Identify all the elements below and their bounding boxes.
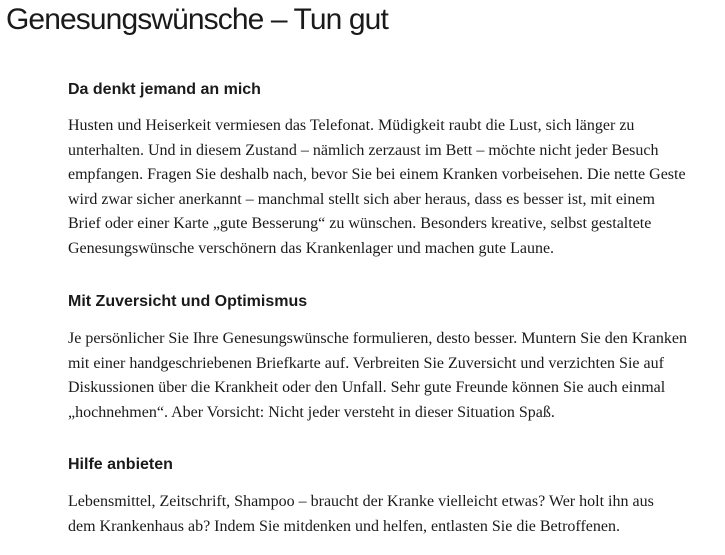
paragraph-line: unterhalten. Und in diesem Zustand – nämlich zerzaust im Bett – möchte nicht jeder Besuch (68, 141, 659, 159)
paragraph-line: Brief oder einer Karte „gute Besserung“ zu wünschen. Besonders kreative, selbst gestaltete (68, 215, 652, 232)
paragraph-line: Genesungswünsche verschönern das Krankenlager und machen gute Laune. (68, 239, 555, 257)
paragraph-line: Diskussionen über die Krankheit oder den Unfall. Sehr gute Freunde können Sie auch einmal (68, 379, 666, 396)
section-heading-hilfe-anbieten: Hilfe anbieten (68, 456, 173, 473)
section-heading-da-denkt-jemand-an-mich: Da denkt jemand an mich (68, 81, 261, 98)
section-heading-mit-zuversicht-und-optimismus: Mit Zuversicht und Optimismus (68, 293, 308, 310)
section-paragraph-mit-zuversicht-und-optimismus (68, 327, 713, 425)
paragraph-line: Je persönlicher Sie Ihre Genesungswünsche formulieren, desto besser. Muntern Sie den Kranken (68, 330, 687, 347)
page-title: Genesungswünsche – Tun gut (6, 3, 388, 36)
paragraph-line: wird zwar sicher anerkannt – manchmal stellt sich aber heraus, dass es besser ist, mit einem (68, 190, 655, 208)
paragraph-line: Lebensmittel, Zeitschrift, Shampoo – braucht der Kranke vielleicht etwas? Wer holt ihn aus (68, 493, 654, 510)
paragraph-line: dem Krankenhaus ab? Indem Sie mitdenken und helfen, entlasten Sie die Betroffenen. (68, 517, 620, 535)
section-paragraph-da-denkt-jemand-an-mich (68, 114, 713, 261)
paragraph-line: empfangen. Fragen Sie deshalb nach, bevor Sie bei einem Kranken vorbeisehen. Die nette Geste (68, 166, 686, 183)
paragraph-line: Husten und Heiserkeit vermiesen das Telefonat. Müdigkeit raubt die Lust, sich länger zu (68, 117, 635, 134)
paragraph-line: mit einer handgeschriebenen Briefkarte auf. Verbreiten Sie Zuversicht und verzichten Sie auf (68, 354, 664, 372)
paragraph-line: „hochnehmen“. Aber Vorsicht: Nicht jeder versteht in dieser Situation Spaß. (68, 403, 555, 421)
section-paragraph-hilfe-anbieten (68, 490, 713, 539)
article-body (68, 78, 713, 539)
